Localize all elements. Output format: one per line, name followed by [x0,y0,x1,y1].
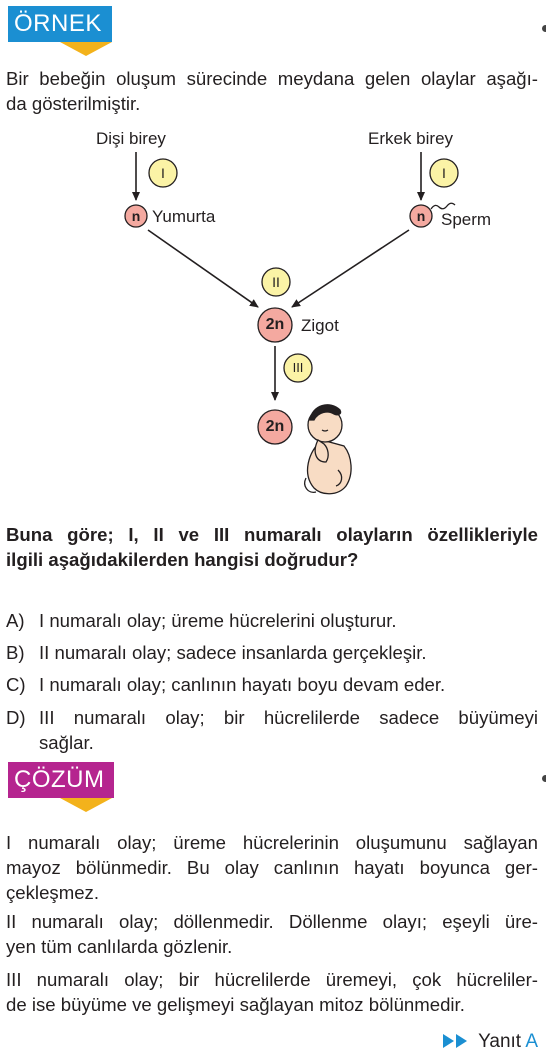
answer-label: Yanıt [478,1031,522,1052]
male-label: Erkek birey [368,129,454,148]
option-a-text: I numaralı olay; üreme hücrelerini oluşturur. [39,610,397,631]
example-tag [8,6,108,42]
double-arrow-icon [442,1033,470,1049]
arrow-egg-to-zygote [148,230,258,307]
solution-tag [8,762,108,798]
female-label: Dişi birey [96,129,166,148]
event-iii-label: III [292,360,304,375]
option-d[interactable] [6,705,538,755]
corner-dot [542,25,546,32]
egg-label: Yumurta [152,207,216,226]
example-tag-label: ÖRNEK [8,6,112,42]
intro-line-1: Bir bebeğin oluşum sürecinde meydana gelen olaylar aşağı- [6,68,538,89]
option-b-key: B) [6,642,25,663]
sperm-ploidy-label: n [416,208,426,224]
sperm-tail [431,203,455,209]
intro-line-2: da gösterilmiştir. [6,93,141,114]
solution-p2-line-2: yen tüm canlılarda gözlenir. [6,936,233,957]
solution-tag-label: ÇÖZÜM [8,762,114,798]
event-i-left-label: I [161,165,165,181]
fertilization-diagram [0,120,546,500]
example-tag-triangle [60,42,112,56]
option-a-key: A) [6,610,25,631]
baby-illustration [305,405,351,494]
solution-p3-line-2: de ise büyüme ve gelişmeyi sağlayan mitoz bölünmedir. [6,994,465,1015]
option-c-key: C) [6,674,26,695]
egg-ploidy-label: n [131,208,141,224]
event-ii-label: II [272,274,280,290]
sperm-label: Sperm [441,210,492,229]
option-d-text-2: sağlar. [39,732,94,753]
answer-value: A [525,1031,538,1052]
option-d-key: D) [6,707,26,728]
arrow-sperm-to-zygote [292,230,409,307]
question-line-2: ilgili aşağıdakilerden hangisi doğrudur? [6,549,359,570]
solution-p2-line-1: II numaralı olay; döllenmedir. Döllenme olayı; eşeyli üre- [6,911,538,932]
option-d-text-1: III numaralı olay; bir hücrelilerde sadece büyümeyi [39,707,538,728]
option-c-text: I numaralı olay; canlının hayatı boyu devam eder. [39,674,446,695]
solution-p1-line-1: I numaralı olay; üreme hücrelerinin oluşumunu sağlayan [6,832,538,853]
solution-tag-triangle [60,798,112,812]
embryo-ploidy-label: 2n [265,418,285,435]
answer [442,1030,538,1054]
corner-dot-2 [542,775,546,782]
solution-p3-line-1: III numaralı olay; bir hücrelilerde üremeyi, çok hücreliler- [6,969,538,990]
solution-p1-line-3: çekleşmez. [6,882,99,903]
solution-p1-line-2: mayoz bölünmedir. Bu olay canlının hayatı boyunca ger- [6,857,538,878]
event-i-right-label: I [442,165,446,181]
question-line-1: Buna göre; I, II ve III numaralı olayların özellikleriyle [6,524,538,545]
zygote-label: Zigot [301,316,339,335]
option-b-text: II numaralı olay; sadece insanlarda gerçekleşir. [39,642,427,663]
zygote-ploidy-label: 2n [265,316,285,333]
